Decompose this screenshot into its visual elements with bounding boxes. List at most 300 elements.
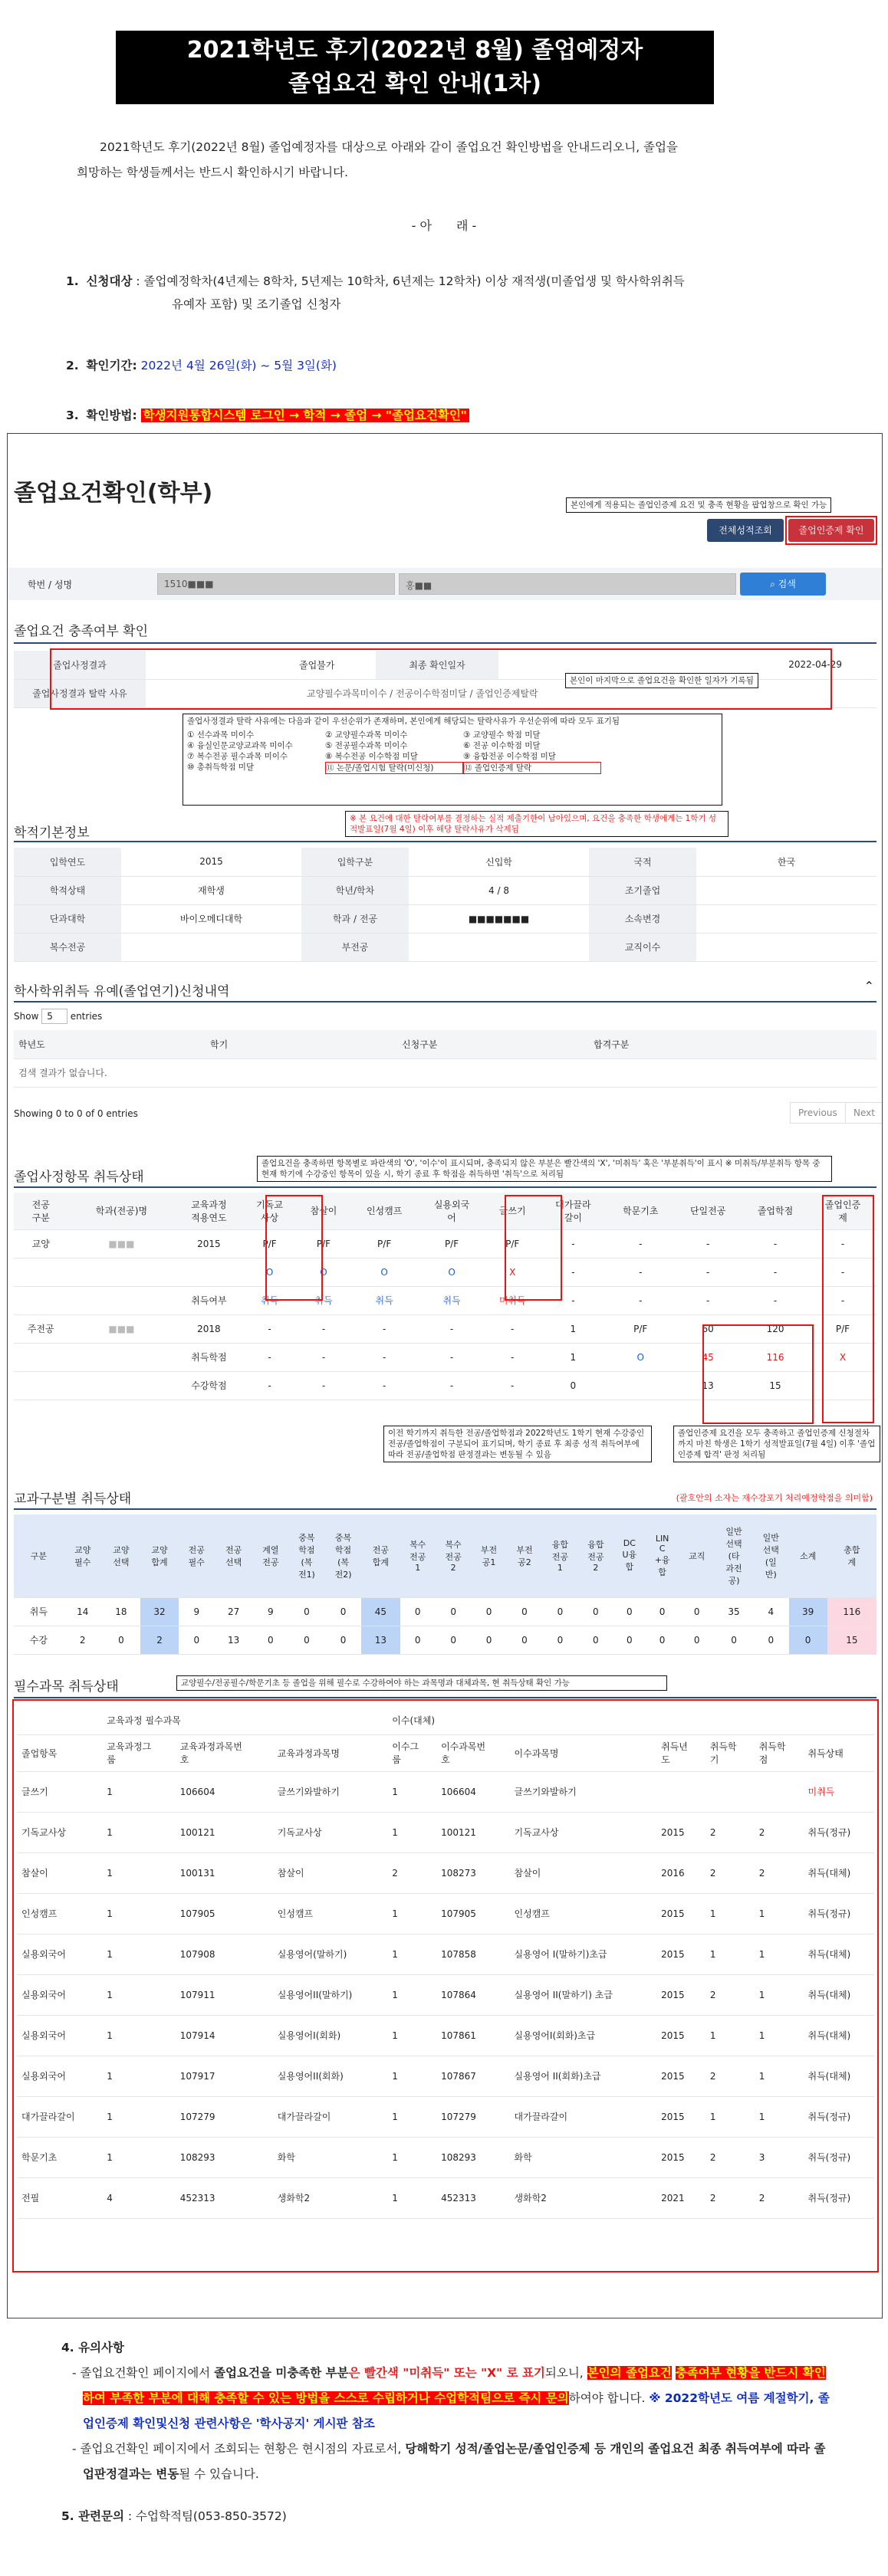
- status-cell: -: [607, 1258, 674, 1286]
- page-length-select[interactable]: 5: [41, 1009, 67, 1024]
- required-cell: 기독교사상: [273, 1812, 388, 1852]
- required-cell: 1: [102, 1934, 175, 1974]
- category-cell: 13: [361, 1626, 400, 1654]
- status-cell: O: [607, 1343, 674, 1371]
- status-cell: P/F: [297, 1229, 350, 1258]
- required-cell: 인성캠프: [273, 1893, 388, 1934]
- required-cell: 107905: [436, 1893, 509, 1934]
- status-cell: [14, 1343, 67, 1371]
- required-cell: 107905: [176, 1893, 273, 1934]
- category-cell: 39: [789, 1597, 827, 1626]
- required-cell: 107279: [176, 2096, 273, 2137]
- required-cell: 취득(대체): [804, 1934, 875, 1974]
- required-cell: [656, 1771, 705, 1812]
- status-cell: P/F: [418, 1229, 485, 1258]
- item-period-text: 2022년 4월 26일(화) ~ 5월 3일(화): [140, 359, 337, 372]
- category-cell: 0: [646, 1626, 679, 1654]
- status-cell: 13: [674, 1371, 742, 1400]
- section-rule: [14, 1508, 876, 1510]
- required-cell: 2: [705, 1974, 755, 2015]
- status-cell: 취득: [418, 1286, 485, 1314]
- note-text: 은 빨간색 "미취득" 또는 "X" 로 표기: [348, 2366, 545, 2380]
- legend-item: ⑫ 졸업인증제 탈락: [463, 762, 601, 774]
- required-cell: 2015: [656, 2137, 705, 2177]
- required-cell: 취득(정규): [804, 1812, 875, 1852]
- category-cell: 0: [471, 1597, 506, 1626]
- status-cell: -: [297, 1371, 350, 1400]
- legend-title: 졸업사정결과 탈락 사유에는 다음과 같이 우선순위가 존재하며, 본인에게 해당되는 탈락사유가 우선순위에 따라 모두 표기됨: [187, 717, 620, 726]
- highlight-box: [785, 516, 877, 545]
- section-basic: 학적기본정보: [14, 825, 90, 841]
- required-cell: 1: [387, 2015, 436, 2056]
- required-cell: 1: [102, 1812, 175, 1852]
- status-cell: -: [350, 1314, 418, 1343]
- col-header: 교양 필수: [64, 1514, 102, 1597]
- status-cell: -: [539, 1229, 607, 1258]
- legend-item: ② 교양필수과목 미이수: [325, 730, 408, 740]
- required-cell: 대가끌라갈이: [510, 2096, 657, 2137]
- category-cell: 0: [715, 1626, 753, 1654]
- all-grades-button[interactable]: 전체성적조회: [707, 519, 784, 542]
- required-cell: 기독교사상: [17, 1812, 102, 1852]
- status-cell: 1: [539, 1314, 607, 1343]
- field-value: ■■■■■■■: [409, 904, 589, 933]
- required-cell: 106604: [436, 1771, 509, 1812]
- field-label: 학적상태: [14, 876, 121, 904]
- search-button[interactable]: [740, 573, 826, 596]
- col-header: 교양 합계: [140, 1514, 179, 1597]
- status-cell: [14, 1258, 67, 1286]
- required-cell: 1: [102, 1974, 175, 2015]
- note-text: 졸업요건을 미충족한 부분: [214, 2366, 349, 2380]
- status-cell: -: [418, 1371, 485, 1400]
- col-header: 이수그 룹: [387, 1734, 436, 1771]
- status-cell: P/F: [485, 1229, 539, 1258]
- col-header: 이수과목명: [510, 1734, 657, 1771]
- legend-item: ⑦ 복수전공 필수과목 미이수: [187, 752, 288, 761]
- col-header: 전공 구분: [14, 1193, 67, 1229]
- note-text: 당해학기 성적/졸업논문/졸업인증제 등 개인의: [405, 2442, 645, 2456]
- required-cell: 1: [102, 1852, 175, 1893]
- status-cell: X: [485, 1258, 539, 1286]
- col-header: 학문기초: [607, 1193, 674, 1229]
- required-cell: 1: [102, 2096, 175, 2137]
- status-cell: 취득학점: [175, 1343, 242, 1371]
- prev-button[interactable]: Previous: [790, 1102, 846, 1124]
- category-cell: 0: [679, 1597, 715, 1626]
- status-cell: -: [485, 1343, 539, 1371]
- status-cell: -: [242, 1343, 296, 1371]
- required-cell: 화학: [510, 2137, 657, 2177]
- category-cell: 32: [140, 1597, 179, 1626]
- field-label: 입학구분: [301, 848, 409, 876]
- required-cell: 107861: [436, 2015, 509, 2056]
- category-cell: 0: [542, 1626, 577, 1654]
- status-cell: -: [350, 1343, 418, 1371]
- required-cell: 1: [387, 2177, 436, 2218]
- required-cell: 실용외국어: [17, 1934, 102, 1974]
- note-text: - 졸업요건확인 페이지에서 조회되는 현황은 현시점의 자료로서,: [72, 2442, 406, 2456]
- status-cell: O: [297, 1258, 350, 1286]
- status-cell: -: [607, 1229, 674, 1258]
- required-cell: 1: [387, 2056, 436, 2096]
- required-table: [17, 1706, 874, 2219]
- legend-box: [183, 714, 722, 806]
- notice-divider: - 아 래 -: [411, 218, 477, 233]
- required-cell: 미취득: [804, 1771, 875, 1812]
- contact-value: : 수업학적팀(053-850-3572): [127, 2509, 287, 2523]
- status-cell: 2015: [175, 1229, 242, 1258]
- category-cell: 45: [361, 1597, 400, 1626]
- page-length: [14, 1009, 102, 1024]
- legend-item: ⑤ 전공필수과목 미이수: [325, 741, 408, 750]
- category-cell: 0: [507, 1597, 542, 1626]
- highlight-box: [505, 1195, 562, 1301]
- status-cell: P/F: [350, 1229, 418, 1258]
- required-cell: 인성캠프: [510, 1893, 657, 1934]
- category-cell: 14: [64, 1597, 102, 1626]
- category-cell: 0: [288, 1626, 325, 1654]
- required-cell: 107911: [176, 1974, 273, 2015]
- required-cell: 취득(대체): [804, 1852, 875, 1893]
- required-cell: 1: [102, 1893, 175, 1934]
- category-cell: 0: [325, 1597, 362, 1626]
- section-defer: 학사학위취득 유예(졸업연기)신청내역: [14, 984, 230, 999]
- student-label: 학번 / 성명: [28, 579, 73, 590]
- status-cell: 취득: [297, 1286, 350, 1314]
- col-header: 융합 전공 1: [542, 1514, 577, 1597]
- item-method-text: 학생지원통합시스템 로그인 → 학적 → 졸업 → "졸업요건확인": [141, 409, 469, 422]
- note-text: 로 즉시 문의: [503, 2391, 569, 2405]
- item-target: [66, 270, 685, 316]
- required-cell: 1: [705, 1893, 755, 1934]
- page-title: 졸업요건확인(학부): [14, 480, 213, 507]
- required-cell: 107914: [176, 2015, 273, 2056]
- required-cell: 100131: [176, 1852, 273, 1893]
- required-cell: 1: [387, 1893, 436, 1934]
- section-rule: [14, 1001, 876, 1003]
- note-text: 충족여부 현황을 반드시 확인하여 부족한 부분에 대해 충족할 수 있는 방법을 스스로 수립하거나 수업학적팀으: [83, 2366, 826, 2405]
- required-cell: 전필: [17, 2177, 102, 2218]
- required-cell: 1: [755, 2056, 804, 2096]
- col-header: 융합 전공 2: [578, 1514, 613, 1597]
- col-header: 학기: [206, 1030, 397, 1058]
- category-cell: 0: [789, 1626, 827, 1654]
- col-header: 전공 선택: [215, 1514, 253, 1597]
- item-number: 3.: [66, 409, 79, 422]
- col-header: 부전 공1: [471, 1514, 506, 1597]
- required-cell: 2: [705, 2056, 755, 2096]
- intro-paragraph: [77, 135, 836, 185]
- status-cell: -: [485, 1314, 539, 1343]
- category-cell: 0: [613, 1597, 646, 1626]
- category-cell: 0: [578, 1626, 613, 1654]
- col-header: 취득학 기: [705, 1734, 755, 1771]
- status-cell: 수강학점: [175, 1371, 242, 1400]
- field-value: 재학생: [121, 876, 301, 904]
- required-cell: 실용영어II(회화): [273, 2056, 388, 2096]
- note-2: [69, 2437, 836, 2487]
- status-cell: -: [297, 1314, 350, 1343]
- required-cell: 452313: [176, 2177, 273, 2218]
- required-cell: 2: [705, 2137, 755, 2177]
- col-header: 학과(전공)명: [67, 1193, 175, 1229]
- status-cell: -: [674, 1258, 742, 1286]
- highlight-box: [702, 1324, 814, 1424]
- category-cell: 15: [827, 1626, 876, 1654]
- col-header: 중복 학점 (복 전1): [288, 1514, 325, 1597]
- status-cell: O: [418, 1258, 485, 1286]
- required-cell: 취득(정규): [804, 2096, 875, 2137]
- status-cell: O: [242, 1258, 296, 1286]
- item-label: 확인기간: [86, 359, 133, 372]
- required-cell: 생화학2: [510, 2177, 657, 2218]
- status-cell: [175, 1258, 242, 1286]
- final-date-label: 최종 확인일자: [376, 651, 498, 679]
- item-method: [66, 404, 469, 427]
- field-label: 학년/학차: [301, 876, 409, 904]
- col-header: 교직: [679, 1514, 715, 1597]
- required-cell: 취득(대체): [804, 1974, 875, 2015]
- highlight-box: [265, 1195, 323, 1301]
- required-cell: 2: [755, 1852, 804, 1893]
- banner-line1: 2021학년도 후기(2022년 8월) 졸업예정자: [186, 37, 643, 64]
- required-cell: 실용영어 II(말하기) 초급: [510, 1974, 657, 2015]
- required-cell: 실용외국어: [17, 1974, 102, 2015]
- note-top: 본인에게 적용되는 졸업인증제 요건 및 충족 현황을 팝업창으로 확인 가능: [566, 497, 831, 513]
- status-cell: -: [809, 1286, 876, 1314]
- required-cell: 2015: [656, 1934, 705, 1974]
- status-cell: ■■■: [67, 1229, 175, 1258]
- item-colon: :: [132, 409, 137, 422]
- status-cell: X: [809, 1343, 876, 1371]
- col-header: 중복 학점 (복 전2): [325, 1514, 362, 1597]
- status-cell: [14, 1286, 67, 1314]
- notes-heading: 4. 유의사항: [61, 2341, 124, 2354]
- required-cell: [755, 1771, 804, 1812]
- status-cell: 2018: [175, 1314, 242, 1343]
- required-cell: 1: [755, 1893, 804, 1934]
- section-rule: [14, 1697, 876, 1698]
- col-header: 취득학 점: [755, 1734, 804, 1771]
- result-value: 졸업불가: [146, 651, 376, 679]
- legend-item: ④ 융실인문교양교과목 미이수: [187, 741, 293, 750]
- note-text: ※ 2022학년도 여름 계절학기, 졸업인증제 확인및신청 관련사항은 '학사공지' 게시판 참조: [83, 2391, 830, 2430]
- col-header: 총합 계: [827, 1514, 876, 1597]
- status-cell: -: [418, 1314, 485, 1343]
- category-cell: 27: [215, 1597, 253, 1626]
- required-cell: 2016: [656, 1852, 705, 1893]
- required-cell: 100121: [176, 1812, 273, 1852]
- required-cell: 1: [755, 2096, 804, 2137]
- field-value: [696, 876, 876, 904]
- category-cell: 2: [64, 1626, 102, 1654]
- col-header: 일반 선택 (일 반): [753, 1514, 788, 1597]
- col-header: 복수 전공 1: [400, 1514, 436, 1597]
- item-number: 2.: [66, 359, 79, 372]
- col-header: 교양 선택: [102, 1514, 140, 1597]
- status-cell: [67, 1286, 175, 1314]
- status-cell: ■■■: [67, 1314, 175, 1343]
- required-cell: 취득(대체): [804, 2056, 875, 2096]
- required-cell: 실용외국어: [17, 2056, 102, 2096]
- required-cell: 취득(정규): [804, 2177, 875, 2218]
- category-table: [14, 1514, 876, 1655]
- status-cell: -: [485, 1371, 539, 1400]
- section-category: 교과구분별 취득상태: [14, 1491, 132, 1507]
- col-header: 취득상태: [804, 1734, 875, 1771]
- col-header: 구분: [14, 1514, 64, 1597]
- required-cell: 107864: [436, 1974, 509, 2015]
- col-header: 졸업인증 제: [809, 1193, 876, 1229]
- cert-check-button[interactable]: 졸업인증제 확인: [788, 519, 874, 542]
- status-cell: -: [418, 1343, 485, 1371]
- required-cell: 1: [102, 2137, 175, 2177]
- section-required: 필수과목 취득상태: [14, 1679, 119, 1695]
- section-rule: [14, 841, 876, 842]
- required-cell: 1: [102, 2015, 175, 2056]
- required-cell: 화학: [273, 2137, 388, 2177]
- note-required: 교양필수/전공필수/학문기초 등 졸업을 위해 필수로 수강하여야 하는 과목명과 대체과목, 현 취득상태 확인 가능: [176, 1675, 667, 1691]
- required-cell: 인성캠프: [17, 1893, 102, 1934]
- col-header: 기독교 사상: [242, 1193, 296, 1229]
- field-label: 소속변경: [589, 904, 696, 933]
- required-cell: 100121: [436, 1812, 509, 1852]
- field-label: 조기졸업: [589, 876, 696, 904]
- note-text: 되오니,: [544, 2366, 587, 2380]
- required-cell: 2: [705, 1812, 755, 1852]
- col-header: 졸업학점: [742, 1193, 809, 1229]
- status-cell: 1: [539, 1343, 607, 1371]
- category-cell: 0: [288, 1597, 325, 1626]
- status-cell: 15: [742, 1371, 809, 1400]
- required-cell: 3: [755, 2137, 804, 2177]
- required-cell: 106604: [176, 1771, 273, 1812]
- category-cell: 0: [471, 1626, 506, 1654]
- status-cell: -: [809, 1229, 876, 1258]
- entries-label: entries: [70, 1011, 103, 1022]
- legend-item: ⑩ 총취득학점 미달: [187, 763, 255, 772]
- final-date-value: 2022-04-29: [498, 651, 876, 679]
- search-icon: ⌕: [770, 579, 778, 589]
- note-final-date: 본인이 마지막으로 졸업요건을 확인한 일자가 기록됨: [565, 673, 758, 688]
- field-value: [696, 933, 876, 961]
- category-cell: 0: [179, 1626, 214, 1654]
- category-cell: 0: [325, 1626, 362, 1654]
- required-cell: 1: [387, 1771, 436, 1812]
- status-cell: [14, 1371, 67, 1400]
- note-major-credits: 이전 학기까지 취득한 전공/졸업학점과 2022학년도 1학기 현재 수강중인 전공/졸업학점이 구분되어 표기되며, 학기 종료 후 최종 성적 취득여부에 따라 전공/졸업학점 판정결과는 변동될 수 있음: [383, 1426, 652, 1462]
- item-label: 확인방법: [86, 409, 133, 422]
- col-header: 합격구분: [589, 1030, 876, 1058]
- category-cell: 0: [102, 1626, 140, 1654]
- category-cell: 18: [102, 1597, 140, 1626]
- status-cell: 미취득: [485, 1286, 539, 1314]
- category-cell: 0: [507, 1626, 542, 1654]
- status-cell: -: [809, 1258, 876, 1286]
- field-value: 신입학: [409, 848, 589, 876]
- required-cell: 2: [755, 2177, 804, 2218]
- col-header: 이수과목번 호: [436, 1734, 509, 1771]
- show-label: Show: [14, 1011, 39, 1022]
- category-cell: 0: [613, 1626, 646, 1654]
- required-cell: [705, 1771, 755, 1812]
- required-cell: 실용영어 II(회화)초급: [510, 2056, 657, 2096]
- required-cell: 실용영어 I(말하기)초급: [510, 1934, 657, 1974]
- field-label: 교직이수: [589, 933, 696, 961]
- student-name-field[interactable]: 홍■■: [399, 573, 736, 595]
- required-cell: 2015: [656, 2096, 705, 2137]
- required-cell: 108293: [176, 2137, 273, 2177]
- field-value: 바이오메디대학: [121, 904, 301, 933]
- required-cell: 기독교사상: [510, 1812, 657, 1852]
- required-cell: 1: [705, 2015, 755, 2056]
- note-status: 졸업요건을 충족하면 항목별로 파란색의 'O', '이수'이 표시되며, 충족되지 않은 부분은 빨간색의 'X', '미취득' 혹은 '부분취득'이 표시 ※ 미취득/부분취득 항목 중 현재 학기에 수강중인 항목이 있을 시, 학기 종료 후 학점을 취득하면 '취득'으로 처리됨: [257, 1156, 832, 1182]
- required-cell: 1: [755, 2015, 804, 2056]
- col-header: 취득년 도: [656, 1734, 705, 1771]
- required-cell: 1: [387, 2137, 436, 2177]
- contact: [61, 2504, 836, 2529]
- status-cell: 116: [742, 1343, 809, 1371]
- required-cell: 취득(정규): [804, 2137, 875, 2177]
- empty-message: 검색 결과가 없습니다.: [14, 1058, 876, 1087]
- required-cell: 실용영어I(회화): [273, 2015, 388, 2056]
- category-cell: 9: [179, 1597, 214, 1626]
- col-header: 전공 합계: [361, 1514, 400, 1597]
- next-button[interactable]: Next: [845, 1102, 883, 1124]
- status-cell: P/F: [242, 1229, 296, 1258]
- note-text: 될 수 있습니다.: [179, 2467, 259, 2481]
- col-header: 소계: [789, 1514, 827, 1597]
- status-cell: 45: [674, 1343, 742, 1371]
- item-period: [66, 354, 337, 377]
- category-note: (괄호안의 소자는 재수강포기 처리예정학점을 의미함): [676, 1493, 873, 1503]
- field-value: 한국: [696, 848, 876, 876]
- student-no-field[interactable]: 1510■■■: [157, 573, 395, 595]
- category-cell: 0: [578, 1597, 613, 1626]
- required-cell: 2015: [656, 1893, 705, 1934]
- required-cell: 글쓰기: [17, 1771, 102, 1812]
- required-cell: 취득(대체): [804, 2015, 875, 2056]
- status-cell: 60: [674, 1314, 742, 1343]
- status-cell: -: [674, 1229, 742, 1258]
- col-header: 일반 선택 (타 과전 공): [715, 1514, 753, 1597]
- required-cell: 2015: [656, 1974, 705, 2015]
- search-bar: [8, 568, 883, 600]
- blank-header: [17, 1706, 102, 1734]
- status-cell: -: [742, 1286, 809, 1314]
- required-cell: 1: [102, 1771, 175, 1812]
- group-header: 이수(대체): [387, 1706, 874, 1734]
- category-cell: 0: [436, 1597, 471, 1626]
- category-cell: 13: [215, 1626, 253, 1654]
- required-cell: 107858: [436, 1934, 509, 1974]
- required-cell: 실용외국어: [17, 2015, 102, 2056]
- highlight-box: [822, 1195, 874, 1423]
- required-cell: 108273: [436, 1852, 509, 1893]
- col-header: 교육과정그 룹: [102, 1734, 175, 1771]
- status-cell: 주전공: [14, 1314, 67, 1343]
- col-header: LIN C +융 합: [646, 1514, 679, 1597]
- status-cell: 120: [742, 1314, 809, 1343]
- required-cell: 참살이: [17, 1852, 102, 1893]
- required-cell: 1: [755, 1934, 804, 1974]
- category-cell: 취득: [14, 1597, 64, 1626]
- required-cell: 107908: [176, 1934, 273, 1974]
- category-cell: 2: [140, 1626, 179, 1654]
- collapse-icon[interactable]: ⌃: [863, 979, 874, 993]
- basic-info-table: [14, 848, 876, 962]
